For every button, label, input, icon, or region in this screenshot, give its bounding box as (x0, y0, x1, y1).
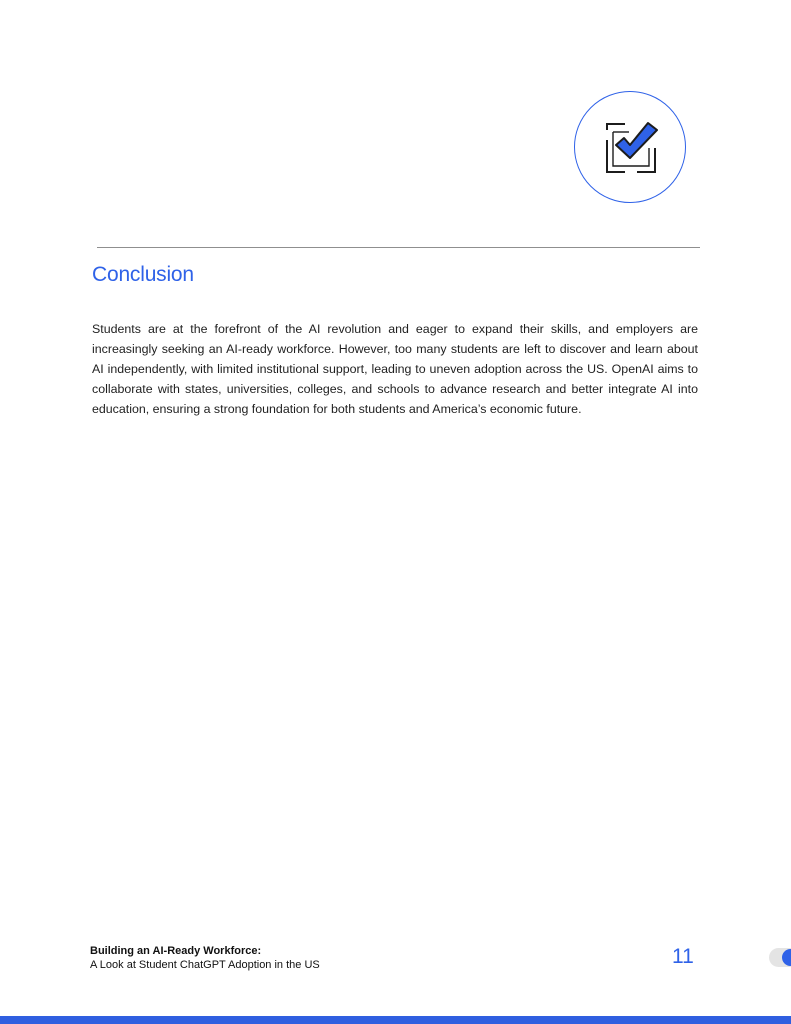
page-number: 11 (672, 945, 694, 968)
page-toggle-control[interactable] (769, 948, 791, 967)
checkbox-badge (574, 91, 686, 203)
footer-accent-bar (0, 1016, 791, 1024)
conclusion-paragraph: Students are at the forefront of the AI revolution and eager to expand their skills, and employers are increasingly seeking an AI-ready workforce. However, too many students are left to discover and learn about AI independently, with limited institutional support, leading to uneven adoption across the US. OpenAI aims to collaborate with states, universities, colleges, and schools to advance research and better integrate AI into education, ensuring a strong foundation for both students and America’s economic future. (92, 322, 698, 416)
checkbox-checked-icon (603, 118, 661, 176)
footer-document-subtitle: A Look at Student ChatGPT Adoption in the US (90, 959, 320, 971)
section-divider (97, 247, 700, 248)
section-title: Conclusion (92, 263, 194, 286)
footer-document-title: Building an AI-Ready Workforce: (90, 945, 262, 957)
